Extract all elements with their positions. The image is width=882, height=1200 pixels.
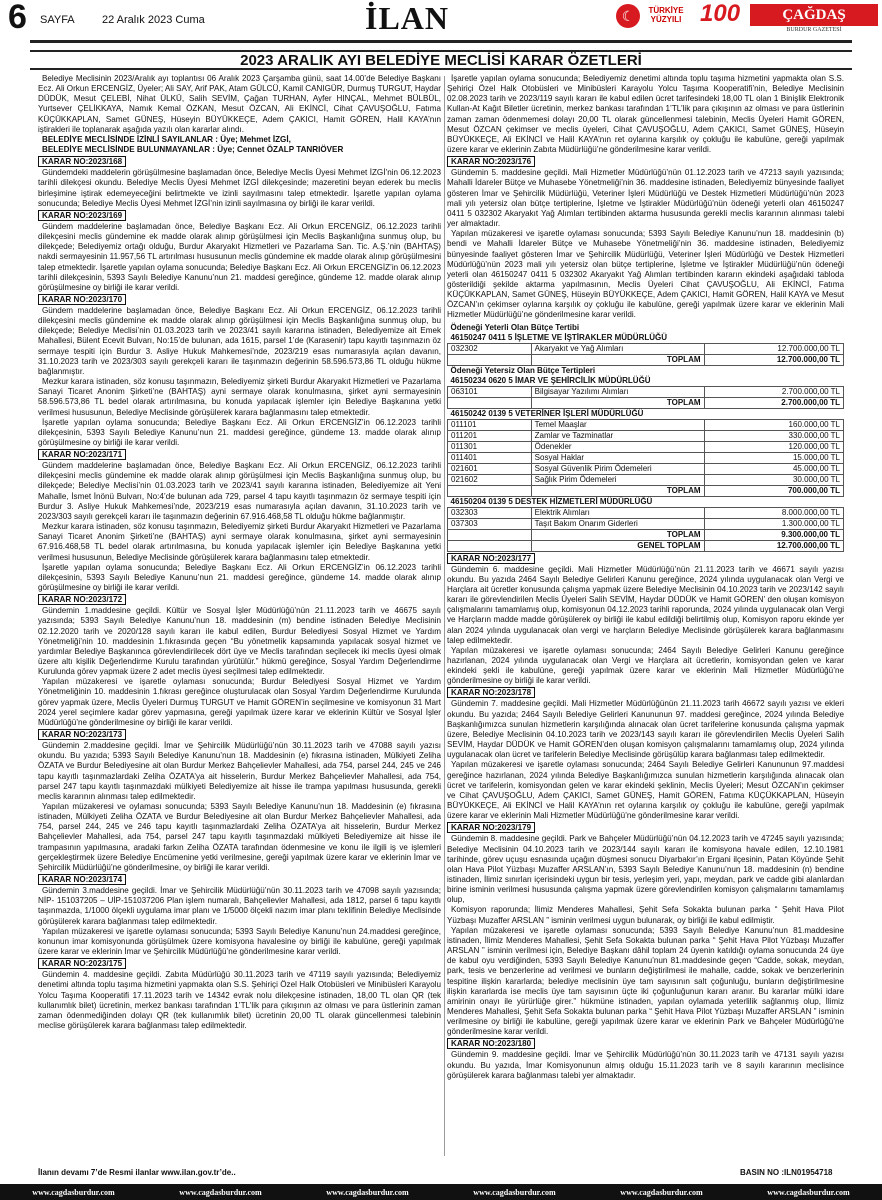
budget-row xyxy=(448,386,844,397)
budget-amount: 1.300.000,00 TL xyxy=(704,518,843,529)
budget-section-row xyxy=(448,333,844,344)
crescent-star-icon: ☾ xyxy=(616,4,640,28)
budget-amount: 160.000,00 TL xyxy=(704,419,843,430)
budget-item: Ödenekler xyxy=(531,441,704,452)
paragraph: İşaretle yapılan oylama sonucunda; Belediye Başkanı Ecz. Ali Orkun ERCENGİZ’in 06.12.2023 tarihli dilekçesinin, 5393 Sayılı Belediye Kanunu’nun 21. maddesi gereğince, gündeme 14. madde olarak alınıp görüşülmesine oy birliği ile karar verildi. xyxy=(38,562,441,593)
budget-section-row xyxy=(448,496,844,507)
budget-amount: 12.700.000,00 TL xyxy=(704,343,843,354)
header-divider xyxy=(30,40,852,43)
budget-row xyxy=(448,343,844,354)
budget-total-row xyxy=(448,354,844,365)
decision-number: KARAR NO:2023/175 xyxy=(38,958,126,969)
budget-blank xyxy=(448,485,532,496)
decision-number: KARAR NO:2023/172 xyxy=(38,594,126,605)
budget-code: 011101 xyxy=(448,419,532,430)
footer-note: İlanın devamı 7’de Resmi ilanlar www.ilan.gov.tr’de.. xyxy=(38,1168,236,1177)
paragraph: İşaretle yapılan oylama sonucunda; Belediye Başkanı Ecz. Ali Orkun ERCENGİZ’in 06.12.2023 tarihli dilekçesinin, 5393 Sayılı Belediye Kanunu’nun 21. maddesi gereğince, gündeme 13. madde olarak alınıp görüşülmesine oy birliği ile karar verildi. xyxy=(38,417,441,447)
left-column xyxy=(38,74,441,1154)
budget-code: 032303 xyxy=(448,507,532,518)
budget-row xyxy=(448,430,844,441)
column-divider xyxy=(444,76,445,1156)
paragraph: Yapılan müzakeresi ve işaretle oylaması sonucunda; 5393 Sayılı Belediye Kanunu’nun 24.maddesi gereğince, konunun imar komisyonunda görüşülmek üzere komisyona havalesine oy birliği ile kabulüne, gereği yapılmak üzere karar ve eklerinin İmar ve Şehircilik Müdürlüğü’ne gönderilmesine karar verildi. xyxy=(38,926,441,957)
decision-header xyxy=(447,552,844,565)
budget-code: 011401 xyxy=(448,452,532,463)
decision-number: KARAR NO:2023/178 xyxy=(447,687,535,698)
budget-total-row xyxy=(448,529,844,540)
budget-total-row xyxy=(448,397,844,408)
page-number: 6 xyxy=(8,0,27,36)
budget-department: 46150204 0139 5 DESTEK HİZMETLERİ MÜDÜRLÜĞÜ xyxy=(450,496,653,506)
attendance-line: BELEDİYE MECLİSİNDE İZİNLİ SAYILANLAR : Üye; Mehmet İZGİ, xyxy=(42,134,291,144)
budget-section-row xyxy=(448,365,844,376)
decision-number: KARAR NO:2023/179 xyxy=(447,822,535,833)
budget-section-title: Ödeneği Yetersiz Olan Bütçe Tertipleri xyxy=(450,365,596,375)
decision-number: KARAR NO:2023/177 xyxy=(447,553,535,564)
right-column-bottom xyxy=(447,552,844,1081)
budget-section-title: Ödeneği Yeterli Olan Bütçe Tertibi xyxy=(450,322,580,332)
budget-row xyxy=(448,441,844,452)
budget-blank xyxy=(448,354,532,365)
decision-header xyxy=(38,957,441,970)
budget-total-label: TOPLAM xyxy=(531,485,704,496)
decision-number: KARAR NO:2023/171 xyxy=(38,449,126,460)
decision-number: KARAR NO:2023/174 xyxy=(38,874,126,885)
footer-website-link[interactable]: www.cagdasburdur.com xyxy=(767,1187,850,1197)
paragraph: Yapılan müzakeresi ve işaretle oylaması sonucunda; 5393 Sayılı Belediye Kanunu’nun 81.maddesine istinaden, İlimiz Menderes Mahallesi, Şehit Sefa Sokakta bulunan parka “ Şehit Hava Pilot Yüzbaşı Muzaffer ARSLAN ” isminin verilmesi için, Belediye Başkanı dâhil toplam 24 üyenin katıldığı oylama sonucunda 24 üye de kabul oyu verdiğinden, 5393 Sayılı Belediye Kanunu’nun 81.maddesinde geçen “Cadde, sokak, meydan, park, tesis ve benzerlerine ad verilmesi ve bunların değiştirilmesi ile mahalle, cadde, sokak ve benzerlerinin tespitine ilişkin kararlarda; belediye meclisinin üye tam sayısının salt çoğunluğu, bunların değiştirilmesine ilişkin kararlarda ise meclis üye tam sayısının üçte iki çoğunluğunun kararı aranır. Bu kararlar mülki idare amirinin onayı ile yürürlüğe girer.” hükmüne istinaden, yapılan oylamada yeterlilik sağlanmış olup, İlimiz Menderes Mahallesi, Şehit Sefa Sokakta bulunan parka “ Şehit Hava Pilot Yüzbaşı Muzaffer ARSLAN ” isminin verilmesine oy birliği ile kabulüne, gereği yapılmak üzere karar ve eklerinin Park ve Bahçeler Müdürlüğü’ne gönderilmesine karar verildi. xyxy=(447,925,844,1037)
budget-total-amount: 700.000,00 TL xyxy=(704,485,843,496)
budget-row xyxy=(448,452,844,463)
budget-department: 46150247 0411 5 İŞLETME VE İŞTİRAKLER MÜDÜRLÜĞÜ xyxy=(450,332,668,342)
decision-header xyxy=(38,593,441,606)
newspaper-tagline: BURDUR GAZETESİ xyxy=(786,27,842,33)
paragraph: Yapılan müzakeresi ve işaretle oylaması sonucunda; Burdur Belediyesi Sosyal Hizmet ve Yardım Yönetmeliğinin 10. maddesinin 1.fıkrası gereğince oluşturulacak olan Sosyal Yardım Değerlendirme Kurulunda görev yapmak üzere, Meclis Üyeleri Durmuş TURGUT ve Hamit GÖREN’in seçilmesine ve komisyonun 31 Mart 2024 yerel seçimlere kadar görev yapmasına, gereği yapılmak üzere karar ve eklerinin Kültür ve Sosyal İşler Müdürlüğü’ne gönderilmesine oy birliği ile karar verildi. xyxy=(38,677,441,727)
paragraph: Yapılan müzakeresi ve işaretle oylaması sonucunda; 2464 Sayılı Belediye Gelirleri Kanunu gereğince hazırlanan, 2024 yılında uygulanacak olan Vergi ve Harçlara ait ücretlerin, komisyondan gelen ve karar ekindeki şekli ile kabulüne, gereği yapılmak üzere karar ve eklerinin Mali Hizmetler Müdürlüğü’ne gönderilmesine oy birliği ile karar verildi. xyxy=(447,645,844,686)
budget-blank xyxy=(448,540,532,551)
budget-row xyxy=(448,507,844,518)
budget-item: Taşıt Bakım Onarım Giderleri xyxy=(531,518,704,529)
budget-code: 063101 xyxy=(448,386,532,397)
budget-total-label: TOPLAM xyxy=(531,529,704,540)
paragraph: Komisyon raporunda; İlimiz Menderes Mahallesi, Şehit Sefa Sokakta bulunan parka “ Şehit Hava Pilot Yüzbaşı Muzaffer ARSLAN ” isminin verilmesi uygun bulunarak, oy birliği ile kabul edilmiştir. xyxy=(447,905,844,925)
decision-number: KARAR NO:2023/173 xyxy=(38,729,126,740)
right-column-top xyxy=(447,74,844,321)
attendance-line: BELEDİYE MECLİSİNDE BULUNMAYANLAR : Üye; Cennet ÖZALP TANRIÖVER xyxy=(42,145,344,155)
paragraph: Yapılan müzakeresi ve işaretle oylaması sonucunda; 5393 Sayılı Belediye Kanunu’nun 18. maddesinin (b) bendi ve Mahalli İdareler Bütçe ve Muhasebe Yönetmeliği’nin 36. maddesine istinaden, Belediyemiz bünyesinde faaliyet gösteren İmar ve Şehircilik Müdürlüğü, Veteriner İşleri Müdürlüğü ve Destek Hizmetleri Müdürlüğü’nün 2023 mali yılı yetersiz olan bütçe tertiplerine, İşletme ve İştirakler Müdürlüğü’nün ödeneği yeterli olan 46150247 0411 5 032302 Akaryakıt Yağ Alımları tertibinden kararın ekindeki aşağıdaki tabloda gösterildiği şekilde aktarma yapılmasının, Meclis Üyeleri Cihat ÇAVUŞOĞLU, Ali EKİNCİ, Fatıma KÜÇÜKKAPLAN, Samet GÜNEŞ, Hüseyin BÜYÜKKEÇE, Adem ÇAKICI, Hamit GÖREN, Halil KAYA ve Mesut ÖZCAN’ın çekimser oylarına karşılık oy çokluğu ile kabulüne, gereği yapılmak üzere karar ve eklerinin Mali Hizmetler Müdürlüğü’ne gönderilmesine karar verildi. xyxy=(447,229,844,320)
budget-total-amount: 2.700.000,00 TL xyxy=(704,397,843,408)
budget-item: Sosyal Haklar xyxy=(531,452,704,463)
budget-item: Akaryakıt ve Yağ Alımları xyxy=(531,343,704,354)
paragraph: Mezkur karara istinaden, söz konusu taşınmazın, Belediyemiz şirketi Burdur Akaryakıt Hizmetleri ve Pazarlama Sanayi Ticaret Anonim Şirketi’ne (BAHTAŞ) ayni sermaye olarak konulmasına, şirket ayni sermayesinin 58.596.573,86 TL bedel olarak artırılmasına, bu konuda yapılacak işlemler için Belediye Başkanına yetki verilmesi hususunun, Belediye Meclisinde görüşülerek karara bağlanmasını talep etmektedir. xyxy=(38,377,441,417)
section-brand: İLAN xyxy=(365,0,450,36)
budget-blank xyxy=(448,529,532,540)
paragraph: Gündemin 2.maddesine geçildi. İmar ve Şehircilik Müdürlüğü’nün 30.11.2023 tarih ve 47088 sayılı yazısı okundu. Bu yazıda; 5393 Sayılı Belediye Kanunu’nun 18. Maddesinin (e) fıkrasına istinaden, Mülkiyeti Zeliha ÖZATA ve Burdur Belediyesine ait olan Burdur Merkez Bahçelievler Mahallesi, ada 754, parsel 244, 245 ve 246 tapu kayıtlı taşınmazlardaki Zeliha ÖZATA’ya ait hisselerin, Burdur Merkez Bahçelievler Mahallesi, ada 754, parsel 247 tapu kayıtlı taşınmazdaki mülkiyeti Belediyemize ait hisse ile trampa yapılması hususunda, gerekli meclis kararının alınması talep edilmektedir. xyxy=(38,741,441,801)
budget-item: Sosyal Güvenlik Pirim Ödemeleri xyxy=(531,463,704,474)
budget-total-amount: 9.300.000,00 TL xyxy=(704,529,843,540)
budget-row xyxy=(448,474,844,485)
decision-header xyxy=(38,209,441,222)
paragraph: Mezkur karara istinaden, söz konusu taşınmazın, Belediyemiz şirketi Burdur Akaryakıt Hizmetleri ve Pazarlama Sanayi Ticaret Anonim Şirketi’ne (BAHTAŞ) ayni sermaye olarak konulmasına, şirket ayni sermayesinin 67.916.468,58 TL bedel olarak artırılmasına, bu konuda yapılacak işlemler için Belediye Başkanına yetki verilmesi hususunun, Belediye Meclisinde görüşülerek karara bağlanmasını talep etmektedir. xyxy=(38,522,441,562)
budget-amount: 8.000.000,00 TL xyxy=(704,507,843,518)
budget-code: 021601 xyxy=(448,463,532,474)
footer-website-link[interactable]: www.cagdasburdur.com xyxy=(620,1187,703,1197)
paragraph: Belediye Meclisinin 2023/Aralık ayı toplantısı 06 Aralık 2023 Çarşamba günü, saat 14.00’de Belediye Başkanı Ecz. Ali Orkun ERCENGİZ, Üyeler; Ali SAY, Arif PAK, Atam GÜLCÜ, Kamil CANIGÜR, Durmuş TURGUT, Haydar DÜDÜK, Mesut ÇELEBİ, Nihat ÜLKÜ, Salih SEVİM, Çağan TURHAN, Ayfer HINÇAL, Mehmet BÜLBÜL, Yurtsever ÇELİKKAYA, Namık Kemal ÖZKAN, Mesut ÖZCAN, Ali EKİNCİ, Cihat ÇAVUŞOĞLU, Fatıma KÜÇÜKKAPLAN, Samet GÜNEŞ, Hüseyin BÜYÜKKEÇE, Adem ÇAKICI, Hamit GÖREN, Halil KAYA’nın iştirakleri ile toplanarak aşağıda yazılı olan kararlar alındı. xyxy=(38,74,441,134)
budget-row xyxy=(448,463,844,474)
turkiye-yuzyili-logo: TÜRKİYE YÜZYILI xyxy=(648,6,684,24)
newspaper-logo xyxy=(750,4,878,33)
paragraph: Yapılan müzakeresi ve işaretle oylaması sonucunda; 2464 Sayılı Belediye Gelirleri Kanununun 97.maddesi gereğince hazırlanan, 2024 yılında Belediye Başkanlığımızca sunulan hizmetlerin karşılığında alınacak olan ücret ve tarifelerin, komisyondan gelen ve karar ekindeki şeklinin, Meclis Üyeleri; Mesut ÖZCAN’ın çekimser ve Cihat ÇAVUŞOĞLU, Adem ÇAKICI, Samet GÜNEŞ, Hamit GÖREN, Fatıma KÜÇÜKKAPLAN, Hüseyin BÜYÜKKEÇE, Ali EKİNCİ ve Halil KAYA’nın ret oylarına karşılık oy çokluğu ile kabulüne, gereği yapılmak üzere karar ve eklerinin Mali Hizmetler Müdürlüğü’ne gönderilmesine karar verildi. xyxy=(447,760,844,821)
grand-total-amount: 12.700.000,00 TL xyxy=(704,540,843,551)
paragraph: Gündemin 4. maddesine geçildi. Zabıta Müdürlüğü 30.11.2023 tarih ve 47119 sayılı yazısında; Belediyemiz denetimi altında toplu taşıma hizmetini yapmakta olan S.S. Şehiriçi Özel Halk Otobüsleri ve Minibüsleri Karayolu Yolcu Taşıma Kooperatifi 17.11.2023 tarih ve 14342 evrak nolu dilekçesine istinaden, 18,00 TL olan QR (tek kullanımlık bilet) ücretinin, merkez bankası tarafından 1’TL’lik para çıkışının az olması ve para üstlerinin zaman zaman ödenmediğinden dolayı QR (tek kullanımlık bilet) ücretinin 20,00 TL olarak güncellenmesi talebinin meclise görüşülerek karara bağlanması talep edilmektedir. xyxy=(38,970,441,1030)
footer-website-link[interactable]: www.cagdasburdur.com xyxy=(326,1187,409,1197)
budget-amount: 30.000,00 TL xyxy=(704,474,843,485)
decision-number: KARAR NO:2023/176 xyxy=(447,156,535,167)
budget-amount: 330.000,00 TL xyxy=(704,430,843,441)
paragraph: Gündemin 7. maddesine geçildi. Mali Hizmetler Müdürlüğünün 21.11.2023 tarih 46672 sayılı yazısı ve ekleri okundu. Bu yazıda; 2464 Sayılı Belediye Gelirleri Kanununun 97. maddesi gereğince, 2024 yılında Belediye Başkanlığımızca sunulan hizmetlerin karşılığında alınacak olan ücret tarifelerine konusunda çalışma yapmak üzere, Belediye Meclisinin 04.10.2023 tarih ve 2023/143 sayılı kararı ile görevlendirilen Meclis Üyeleri Salih SEVİM, Haydar DÜDÜK ve Hamit GÖREN’den oluşan komisyon çalışmalarını tamamlamış olup, 2024 yılında uygulanacak olan ücret ve tarifelerin Belediye Meclisinde görüşülüp karara bağlanması talep edilmektedir. xyxy=(447,699,844,760)
footer-website-link[interactable]: www.cagdasburdur.com xyxy=(473,1187,556,1197)
decision-number: KARAR NO:2023/180 xyxy=(447,1038,535,1049)
paragraph: Gündem maddelerine başlamadan önce, Belediye Başkanı Ecz. Ali Orkun ERCENGİZ, 06.12.2023 tarihli dilekçesini meclis gündemine ek madde olarak alınıp görüşülmesi için Meclis Başkanlığına sunmuş olup, bu dilekçede; Belediye Meclisi’nin 01.03.2023 tarih ve 2023/41 sayılı kararına istinaden, Belediyemize ait Emek Mahallesi, Bülent Ecevit Bulvarı, No:15’de bulunan, ada 1615, parsel 1’de (Karasenir) tapu kayıtlı taşınmazın öz sermaye tespiti için Burdur 3. Asliye Hukuk Mahkemesi’nde, 2023/219 esas numarasıyla açılan davanın, 31.10.2023 tarih ve 2023/303 sayılı gerekçeli kararı ile taşınmazın değerinin 58.596.573,86 TL olduğu hükme bağlanmıştır. xyxy=(38,305,441,376)
footer-bar xyxy=(0,1184,882,1200)
decision-header xyxy=(38,448,441,461)
budget-total-label: TOPLAM xyxy=(531,397,704,408)
budget-total-row xyxy=(448,540,844,551)
budget-table xyxy=(447,323,844,552)
budget-amount: 120.000,00 TL xyxy=(704,441,843,452)
budget-code: 037303 xyxy=(448,518,532,529)
right-column xyxy=(447,74,844,1154)
paragraph: Gündemin 5. maddesine geçildi. Mali Hizmetler Müdürlüğü’nün 01.12.2023 tarih ve 47213 sayılı yazısında; Mahalli İdareler Bütçe ve Muhasebe Yönetmeliği’nin 36. maddesine istinaden, Belediyemiz bünyesinde faaliyet gösteren İmar ve Şehircilik Müdürlüğü, Veteriner İşleri Müdürlüğü ve Destek Hizmetleri Müdürlüğü’nün 2023 mali yılı yetersiz olan bütçe tertiplerine, İşletme ve İştirakler Müdürlüğü’nün ödeneği yeterli olan 46150247 0411 5 032302 Akaryakıt Yağ Alımları tertibinden aktarma hususunda gerekli meclis kararının alınması talebi yer almaktadır. xyxy=(447,168,844,229)
paragraph: Gündemdeki maddelerin görüşülmesine başlamadan önce, Belediye Meclis Üyesi Mehmet İZGİ’nin 06.12.2023 tarihli dilekçesi okundu. Belediye Meclis Üyesi Mehmet İZGİ dilekçesinde; mazeretini beyan ederek bu meclis birleşimine iştirak edemeyeceğini belirtmekte ve izinli sayılmasını talep etmektedir. İşaretle yapılan oylama sonucunda; Belediye Meclis Üyesi Mehmet İZGİ’nin izinli sayılmasına oy birliği ile karar verildi. xyxy=(38,168,441,208)
budget-item: Temel Maaşlar xyxy=(531,419,704,430)
newspaper-logo-text: ÇAĞDAŞ xyxy=(782,7,846,23)
budget-code: 011201 xyxy=(448,430,532,441)
decision-number: KARAR NO:2023/168 xyxy=(38,156,126,167)
budget-blank xyxy=(448,397,532,408)
decision-header xyxy=(38,293,441,306)
paragraph: Gündem maddelerine başlamadan önce, Belediye Başkanı Ecz. Ali Orkun ERCENGİZ, 06.12.2023 tarihli dilekçesini meclis gündemine ek madde olarak alınıp görüşülmesi için Meclis Başkanlığına sunmuş olup, bu dilekçede; Belediye Meclisi’nin 01.03.2023 tarih ve 2023/41 sayılı kararına istinaden, Belediyemize ait Yeni Mahalle, İsmet İnönü Bulvarı, No:4’de bulunan ada 729, parsel 4 tapu kayıtlı taşınmazın öz sermaye tespiti için Burdur 3. Asliye Hukuk Mahkemesi’nde, 2023/219 esas numarasıyla açılan davanın, 31.10.2023 tarih ve 2023/303 sayılı gerekçeli kararı ile taşınmazın değerinin 67.916.468,58 TL olduğu hükme bağlanmıştır. xyxy=(38,461,441,521)
budget-item: Sağlık Pirim Ödemeleri xyxy=(531,474,704,485)
budget-code: 021602 xyxy=(448,474,532,485)
decision-header xyxy=(447,1037,844,1050)
budget-item: Bilgisayar Yazılımı Alımları xyxy=(531,386,704,397)
press-number: BASIN NO :ILN01954718 xyxy=(740,1168,833,1177)
budget-code: 011301 xyxy=(448,441,532,452)
page-title: 2023 ARALIK AYI BELEDİYE MECLİSİ KARAR ÖZETLERİ xyxy=(30,50,852,70)
paragraph: Gündemin 1.maddesine geçildi. Kültür ve Sosyal İşler Müdürlüğü’nün 21.11.2023 tarih ve 46675 sayılı yazısında; 5393 Sayılı Belediye Kanunu’nun 18. maddesinin (m) bendine istinaden Belediye Meclisinin 02.12.2020 tarih ve 2020/128 sayılı kararı ile kabul edilen, Burdur Belediyesi Sosyal Hizmet ve Yardım Yönetmeliği’nin 10. maddesinin 1.fıkrasında geçen “Bu yönetmelik kapsamında yapılacak sosyal hizmet ve yardımlar Belediye Başkanınca görevlendirilecek dört üye ve Meclis tarafından seçilecek iki meclis üyesi olmak üzere altı kişilik Değerlendirme Kurulu tarafından yürütülür.” hükmü gereğince, Sosyal Yardım Değerlendirme Kurulunda görev yapmak üzere 2 adet meclis üyesi seçilmesi talep edilmektedir. xyxy=(38,606,441,677)
page-label: SAYFA xyxy=(40,14,75,26)
budget-total-row xyxy=(448,485,844,496)
paragraph: Gündemin 9. maddesine geçildi. İmar ve Şehircilik Müdürlüğü’nün 30.11.2023 tarih ve 47131 sayılı yazısı okundu. Bu yazıda, İmar Komisyonunun almış olduğu 15.11.2023 tarih ve 8 sayılı kararının meclisince görüşülerek karara bağlanması talebi yer almaktadır. xyxy=(447,1050,844,1080)
grand-total-label: GENEL TOPLAM xyxy=(531,540,704,551)
budget-code: 032302 xyxy=(448,343,532,354)
decision-header xyxy=(447,686,844,699)
paragraph: Gündemin 8. maddesine geçildi. Park ve Bahçeler Müdürlüğü’nün 04.12.2023 tarih ve 47245 sayılı yazısında; Belediye Meclisinin 04.10.2023 tarih ve 2023/144 sayılı kararı ile komisyona havale edilen, 12.10.1981 tarihinde, görev uçuşu esnasında uçağın düşmesi sonucu Diyarbakır’ın Ergani ilçesinin, Patan Köyünde Şehit olan Hava Pilot Yüzbaşı Muzaffer ARSLAN’ın, 5393 Sayılı Belediye Kanunu’nun 18. maddesinin (n) bendine istinaden, İlimiz sınırları içerisindeki uygun bir tesis, yerleşim yeri, yapı, meydan, park ve cadde gibi alanlardan birine isminin verilmesi hususunda çalışma yapmak üzere görevlendirilen komisyon çalışmalarını tamamlamış olup, xyxy=(447,834,844,905)
decision-header xyxy=(447,821,844,834)
budget-item: Zamlar ve Tazminatlar xyxy=(531,430,704,441)
budget-section-row xyxy=(448,376,844,387)
budget-total-label: TOPLAM xyxy=(531,354,704,365)
decision-header xyxy=(38,155,441,168)
100-year-logo: 100 xyxy=(700,0,741,27)
budget-section-row xyxy=(448,323,844,333)
decision-header xyxy=(447,155,844,168)
budget-item: Elektrik Alımları xyxy=(531,507,704,518)
masthead xyxy=(0,0,882,40)
budget-amount: 15.000,00 TL xyxy=(704,452,843,463)
budget-total-amount: 12.700.000,00 TL xyxy=(704,354,843,365)
paragraph: İşaretle yapılan oylama sonucunda; Belediyemiz denetimi altında toplu taşıma hizmetini yapmakta olan S.S. Şehiriçi Özel Halk Otobüsleri ve Minibüsleri Karayolu Yolcu Taşıma Kooperatifi’nin, Belediye Meclisinin 02.08.2023 tarih ve 2023/119 sayılı kararı ile kabul edilen ücret tarifesindeki 18,00 TL olan 1 Binişlik Elektronik Kullan-At Kağıt Biletler ücretinin, merkez bankası tarafından 1’TL’lik para çıkışının az olması ve para üstlerinin zaman zaman ödenmemesi dolayı 20,00 TL olarak güncellenmesi talebinin, Meclis Üyeleri Hamit GÖREN, Mesut ÖZCAN çekimser ve meclis üyeleri, Cihat ÇAVUŞOĞLU, Adem ÇAKICI, Samet GÜNEŞ, Hüseyin BÜYÜKKEÇE, Ali EKİNCİ ve Halil KAYA’nın ret oylarına karşılık oy çokluğu ile kabulüne, gereği yapılmak üzere karar ve eklerinin Zabıta Müdürlüğü’ne gönderilmesine karar verildi. xyxy=(447,74,844,155)
budget-amount: 2.700.000,00 TL xyxy=(704,386,843,397)
budget-department: 46150234 0620 5 İMAR VE ŞEHİRCİLİK MÜDÜRLÜĞÜ xyxy=(450,375,651,385)
budget-row xyxy=(448,419,844,430)
issue-date: 22 Aralık 2023 Cuma xyxy=(102,14,205,26)
footer-website-link[interactable]: www.cagdasburdur.com xyxy=(32,1187,115,1197)
paragraph: Gündem maddelerine başlamadan önce, Belediye Başkanı Ecz. Ali Orkun ERCENGİZ, 06.12.2023 tarihli dilekçesini meclis gündemine ek madde olarak alınıp görüşülmesi için Meclis Başkanlığına sunmuş olup, bu dilekçede; Belediyemiz ortağı olduğu, Burdur Akaryakıt Hizmetleri ve Pazarlama San. Tic. A.Ş.’nin (BAHTAŞ) nakdi sermayesinin 11.957,56 TL artırılması hususunun meclis gündemine ek madde olarak alınıp görüşülmesini talep etmektedir. İşaretle yapılan oylama sonucunda; Belediye Başkanı Ecz. Ali Orkun ERCENGİZ’in 06.12.2023 tarihli dilekçesinin, 5393 Sayılı Belediye Kanunu’nun 21. maddesi gereğince, gündeme 12. madde olarak alınıp görüşülmesine oy birliği ile karar verildi. xyxy=(38,221,441,292)
budget-amount: 45.000,00 TL xyxy=(704,463,843,474)
budget-section-row xyxy=(448,408,844,419)
footer-website-link[interactable]: www.cagdasburdur.com xyxy=(179,1187,262,1197)
decision-header xyxy=(38,728,441,741)
decision-number: KARAR NO:2023/170 xyxy=(38,294,126,305)
budget-department: 46150242 0139 5 VETERİNER İŞLERİ MÜDÜRLÜĞÜ xyxy=(450,408,644,418)
paragraph: Gündemin 6. maddesine geçildi. Mali Hizmetler Müdürlüğü’nün 21.11.2023 tarih ve 46671 sayılı yazısı okundu. Bu yazıda 2464 Sayılı Belediye Gelirleri Kanunu gereğince, 2024 yılında uygulanacak olan Vergi ve Harçlara ait ücretler konusunda çalışma yapmak üzere Belediye Meclisinin 04.10.2023 tarih ve 2023/142 sayılı kararı ile görevlendirilen Meclis Üyeleri Salih SEVİM, Haydar DÜDÜK ve Hamit GÖREN’ den oluşan komisyon çalışmalarını tamamlamış olup, komisyonun 04.12.2023 tarihli raporunda, 2024 yılında uygulanacak olan Vergi ve Harçların madde madde görüşülerek oy birliği ile kabul edildiği belirtilmiş olup, Komisyon raporu ekinde yer alan 2024 yılında uygulanacak olan vergi ve harçların Belediye Meclisinde görüşülerek karara bağlanmasını talep edilmektedir. xyxy=(447,564,844,645)
decision-header xyxy=(38,873,441,886)
paragraph: Gündemin 3.maddesine geçildi. İmar ve Şehircilik Müdürlüğü’nün 30.11.2023 tarih ve 47098 sayılı yazısında; NİP- 151037205 – UİP-151037206 Plan işlem numaralı, Bahçelievler Mahallesi, ada 1812, parsel 6 tapu kayıtlı taşınmazda, 1/1000 ölçekli uygulama imar planı ve 1/5000 ölçekli nazım imar planı teklifinin Belediye Meclisinde görüşülerek karara bağlanması talep edilmektedir. xyxy=(38,886,441,926)
decision-number: KARAR NO:2023/169 xyxy=(38,210,126,221)
budget-row xyxy=(448,518,844,529)
paragraph: Yapılan müzakeresi ve oylaması sonucunda; 5393 Sayılı Belediye Kanunu’nun 18. Maddesinin (e) fıkrasına istinaden, Mülkiyeti Zeliha ÖZATA ve Burdur Belediyesine ait olan Burdur Merkez Bahçelievler Mahallesi, ada 754, parsel 244, 245 ve 246 tapu kayıtlı taşınmazlardaki Zeliha ÖZATA’ya ait hisselerin, Burdur Merkez Bahçelievler Mahallesi, ada 754, parsel 247 tapu kayıtlı taşınmazdaki mülkiyeti Belediyemize ait hisse ile trampasının yapılmasına, aradaki farkın Zeliha ÖZATA tarafından ödenmesine ve konu ile ilgili iş ve işlemleri gerçekleştirmek üzere Belediye Encümenine yetki verilmesine, gereği yapılmak üzere karar ve eklerinin İmar ve Şehircilik Müdürlüğü’ne gönderilmesine, oy birliği ile karar verildi. xyxy=(38,802,441,872)
